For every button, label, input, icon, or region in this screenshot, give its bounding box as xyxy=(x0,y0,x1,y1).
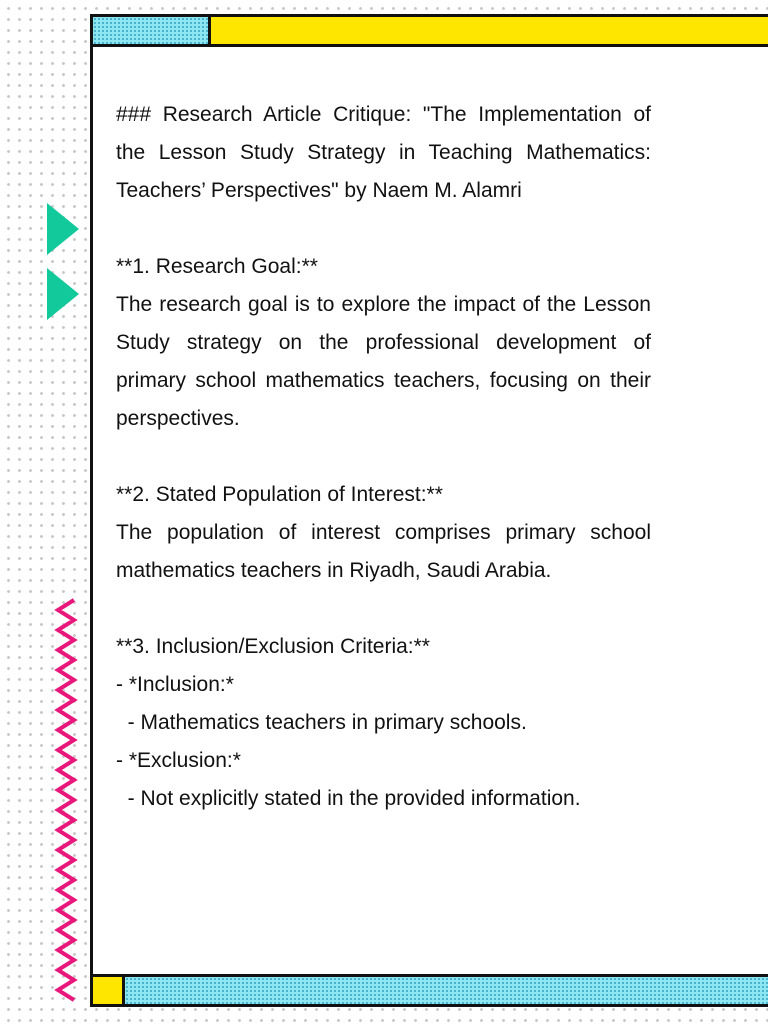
criteria-inclusion-label: - *Inclusion:* xyxy=(116,673,234,696)
document-content xyxy=(116,96,651,818)
bottom-band-yellow-segment xyxy=(93,977,125,1004)
bottom-band xyxy=(93,974,768,1004)
section-body-population: The population of interest comprises primary school mathematics teachers in Riyadh, Saudi Arabia. xyxy=(116,521,651,582)
top-band-dotted-segment xyxy=(93,17,211,44)
zigzag-decoration xyxy=(54,598,80,1008)
top-band xyxy=(93,17,768,47)
section-heading-criteria: **3. Inclusion/Exclusion Criteria:** xyxy=(116,635,430,658)
bottom-band-dotted-segment xyxy=(125,977,768,1004)
play-arrow-icon xyxy=(47,268,79,320)
play-arrow-icon xyxy=(47,203,79,255)
section-heading-research-goal: **1. Research Goal:** xyxy=(116,255,318,278)
section-heading-population: **2. Stated Population of Interest:** xyxy=(116,483,443,506)
criteria-exclusion-label: - *Exclusion:* xyxy=(116,749,241,772)
document-title: ### Research Article Critique: "The Implementation of the Lesson Study Strategy in Teaching Mathematics: Teachers’ Perspectives" by Naem M. Alamri xyxy=(116,103,651,202)
criteria-inclusion-item: - Mathematics teachers in primary schools. xyxy=(116,711,527,734)
criteria-exclusion-item: - Not explicitly stated in the provided information. xyxy=(116,787,581,810)
section-body-research-goal: The research goal is to explore the impact of the Lesson Study strategy on the professional development of primary school mathematics teachers, focusing on their perspectives. xyxy=(116,293,651,430)
